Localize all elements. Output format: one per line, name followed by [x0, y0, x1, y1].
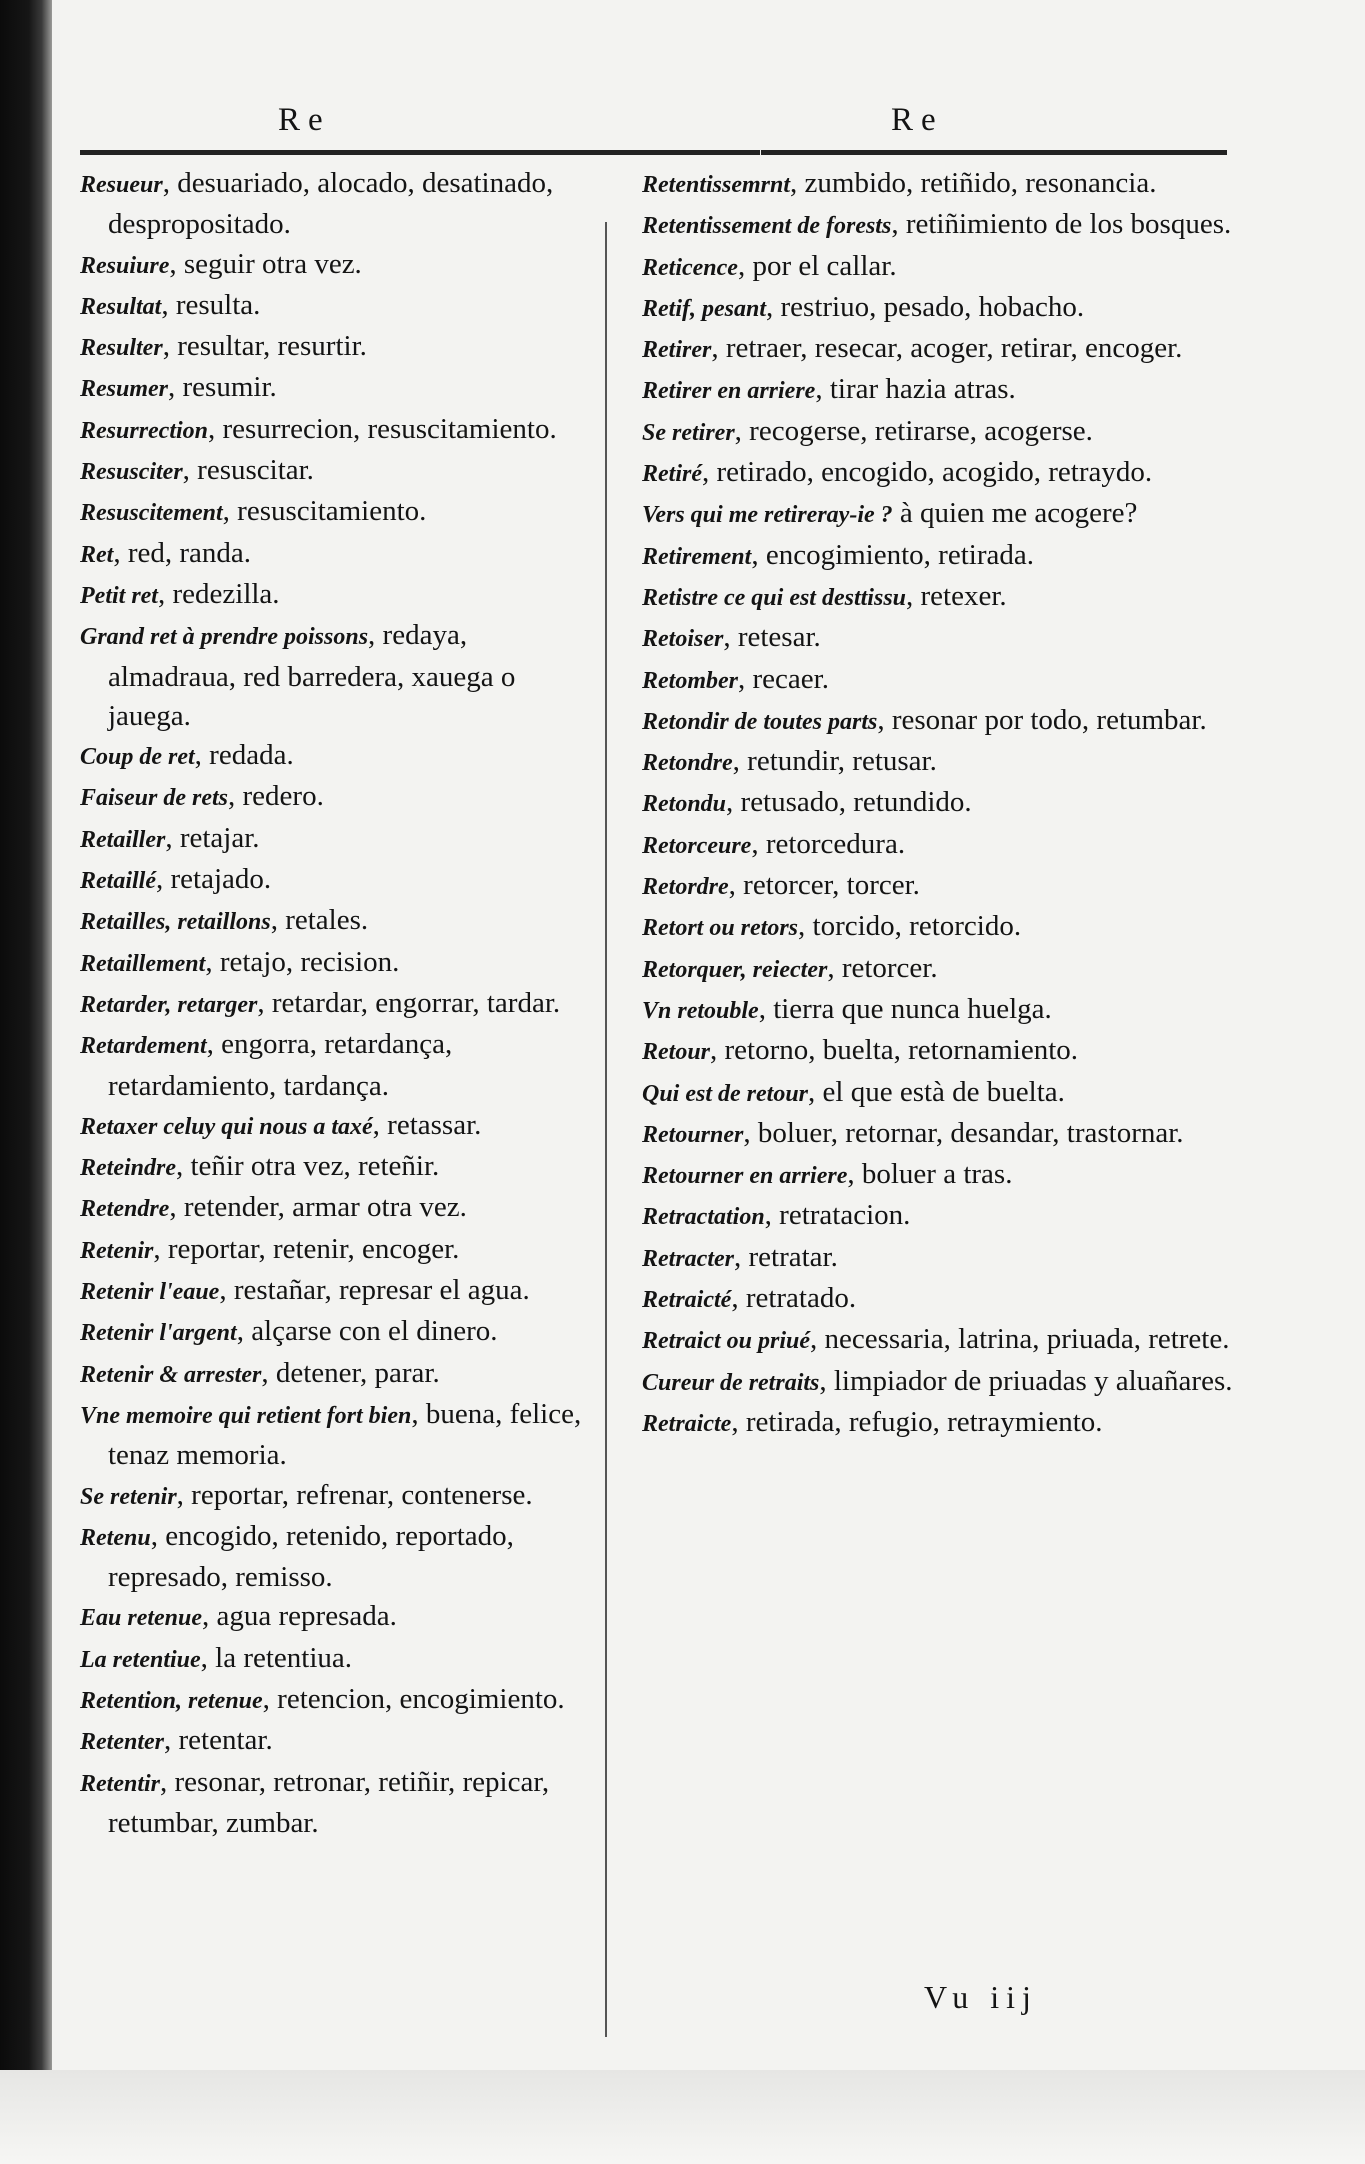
- entry-definition: , retratacion.: [764, 1199, 911, 1232]
- entry-definition: , retajo, recision.: [205, 945, 400, 978]
- dictionary-entry: [80, 410, 600, 451]
- entry-headword: Retractation: [642, 1204, 765, 1231]
- entry-definition: , la retentiua.: [200, 1641, 353, 1674]
- entry-headword: Retentissemrnt: [642, 172, 791, 198]
- dictionary-entry: [80, 1721, 600, 1762]
- entry-definition: , por el callar.: [737, 249, 897, 282]
- dictionary-entry: [642, 701, 1242, 742]
- entry-definition: , retiñimiento de los bosques.: [891, 208, 1232, 241]
- entry-headword: Retort ou retors: [642, 915, 799, 942]
- entry-headword: Retondir de toutes parts: [642, 708, 878, 735]
- dictionary-entry: [80, 1517, 600, 1598]
- entry-definition: , retorcedura.: [751, 827, 906, 860]
- dictionary-entry: [642, 1073, 1242, 1114]
- entry-definition: , resultar, resurtir.: [162, 330, 367, 363]
- entry-definition: , retraer, resecar, acoger, retirar, encoger.: [711, 332, 1183, 365]
- dictionary-entry: [80, 1395, 600, 1476]
- entry-definition: , el que està de buelta.: [808, 1075, 1065, 1108]
- entry-definition: , torcido, retorcido.: [798, 910, 1022, 943]
- entry-headword: Retourner: [642, 1121, 744, 1148]
- entry-definition: , resuscitar.: [182, 454, 314, 487]
- entry-headword: Retorceure: [642, 832, 752, 859]
- entry-definition: , retassar.: [372, 1108, 482, 1141]
- entry-definition: , retencion, encogimiento.: [262, 1682, 565, 1715]
- entry-headword: Resurrection: [80, 417, 209, 444]
- entry-headword: Vne memoire qui retient fort bien: [80, 1402, 412, 1429]
- dictionary-entry: [642, 164, 1242, 205]
- entry-headword: Retenir l'eaue: [80, 1279, 220, 1306]
- entry-definition: , reportar, retenir, encoger.: [153, 1232, 460, 1265]
- entry-definition: , resumir.: [168, 371, 277, 404]
- dictionary-entry: [642, 825, 1242, 866]
- dictionary-entry: [80, 575, 600, 616]
- dictionary-entry: [642, 1196, 1242, 1237]
- entry-definition: , redero.: [228, 780, 324, 813]
- dictionary-entry: [642, 329, 1242, 370]
- dictionary-entry: [642, 742, 1242, 783]
- entry-definition: , retardar, engorrar, tardar.: [257, 986, 561, 1019]
- dictionary-entry: [80, 1312, 600, 1353]
- scan-margin: [0, 2070, 1365, 2164]
- dictionary-entry: [80, 1680, 600, 1721]
- entry-headword: Ret: [80, 541, 114, 568]
- dictionary-entry: [80, 1476, 600, 1517]
- dictionary-entry: [642, 494, 1242, 535]
- entry-headword: Grand ret à prendre poissons: [80, 624, 369, 651]
- entry-headword: Retaillé: [80, 868, 156, 895]
- entry-definition: , retentar.: [164, 1724, 273, 1757]
- dictionary-entry: [642, 453, 1242, 494]
- entry-definition: , alçarse con el dinero.: [236, 1315, 498, 1348]
- dictionary-entry: [80, 451, 600, 492]
- entry-headword: Retenir: [80, 1237, 154, 1264]
- entry-definition: , encogido, retenido, reportado, represado, remisso.: [108, 1519, 514, 1594]
- dictionary-entry: [80, 1354, 600, 1395]
- dictionary-entry: [642, 288, 1242, 329]
- entry-headword: Resultat: [80, 293, 162, 320]
- entry-headword: Retif, pesant: [642, 295, 766, 322]
- entry-headword: Resumer: [80, 376, 169, 403]
- entry-headword: Reteindre: [80, 1155, 176, 1182]
- right-column: [642, 164, 1242, 1444]
- entry-headword: Retraict ou priué: [642, 1328, 811, 1355]
- dictionary-entry: [642, 1031, 1242, 1072]
- entry-definition: , restañar, represar el agua.: [219, 1274, 530, 1307]
- dictionary-entry: [80, 1106, 600, 1147]
- dictionary-entry: [80, 1639, 600, 1680]
- entry-headword: Retoiser: [642, 626, 724, 653]
- entry-definition: , reportar, refrenar, contenerse.: [176, 1478, 533, 1511]
- entry-definition: , retales.: [270, 904, 369, 937]
- dictionary-entry: [642, 1155, 1242, 1196]
- dictionary-entry: [80, 860, 600, 901]
- entry-headword: Retentir: [80, 1770, 161, 1797]
- entry-headword: Retention, retenue: [80, 1687, 263, 1714]
- dictionary-entry: [642, 949, 1242, 990]
- entry-headword: Coup de ret: [80, 744, 195, 771]
- dictionary-entry: [80, 327, 600, 368]
- entry-headword: Retorquer, reiecter: [642, 956, 828, 983]
- dictionary-page: [58, 62, 1298, 2062]
- dictionary-entry: [80, 1763, 600, 1844]
- entry-headword: Vn retouble: [642, 997, 759, 1024]
- entry-headword: Qui est de retour: [642, 1080, 809, 1107]
- entry-definition: , seguir otra vez.: [169, 247, 362, 280]
- entry-definition: , teñir otra vez, reteñir.: [176, 1150, 440, 1183]
- entry-headword: Se retenir: [80, 1483, 177, 1510]
- entry-headword: Retenir l'argent: [80, 1320, 237, 1347]
- entry-definition: , resurrecion, resuscitamiento.: [208, 412, 557, 445]
- entry-headword: Faiseur de rets: [80, 785, 229, 812]
- dictionary-entry: [642, 783, 1242, 824]
- entry-definition: , boluer a tras.: [847, 1158, 1013, 1191]
- entry-headword: Retracter: [642, 1245, 734, 1272]
- entry-headword: Retistre ce qui est desttissu: [642, 584, 906, 611]
- entry-headword: Retraicté: [642, 1287, 732, 1314]
- dictionary-entry: [642, 907, 1242, 948]
- entry-definition: , tirar hazia atras.: [815, 373, 1016, 406]
- entry-headword: Retiré: [642, 461, 702, 488]
- dictionary-entry: [80, 777, 600, 818]
- entry-definition: , zumbido, retiñido, resonancia.: [790, 167, 1157, 199]
- entry-headword: Retirer: [642, 337, 712, 364]
- entry-definition: , detener, parar.: [261, 1356, 440, 1389]
- entry-definition: , retorcer.: [827, 951, 938, 984]
- entry-headword: Resusciter: [80, 459, 183, 486]
- entry-definition: , engorra, retardança, retardamiento, tardança.: [108, 1028, 453, 1102]
- entry-definition: , resonar por todo, retumbar.: [877, 703, 1207, 736]
- entry-headword: Retraicte: [642, 1410, 732, 1437]
- dictionary-entry: [80, 736, 600, 777]
- entry-headword: Retondu: [642, 791, 727, 818]
- entry-headword: Retomber: [642, 667, 738, 694]
- dictionary-entry: [642, 1320, 1242, 1361]
- left-column: [80, 164, 600, 1843]
- entry-headword: Retenter: [80, 1729, 164, 1756]
- dictionary-entry: [642, 370, 1242, 411]
- dictionary-entry: [80, 1597, 600, 1638]
- entry-headword: Vers qui me retireray-ie ?: [642, 502, 893, 529]
- entry-headword: Eau retenue: [80, 1605, 203, 1632]
- dictionary-entry: [80, 943, 600, 984]
- dictionary-entry: [80, 901, 600, 942]
- entry-headword: Retenu: [80, 1524, 151, 1551]
- entry-definition: , retajado.: [155, 863, 272, 896]
- entry-definition: , redezilla.: [157, 577, 280, 610]
- header-rule-right: [761, 150, 1227, 155]
- entry-definition: , tierra que nunca huelga.: [758, 992, 1052, 1025]
- dictionary-entry: [80, 984, 600, 1025]
- entry-headword: Retondre: [642, 750, 733, 777]
- entry-definition: , retirada, refugio, retraymiento.: [731, 1405, 1103, 1438]
- entry-definition: , retexer.: [906, 579, 1007, 612]
- dictionary-entry: [642, 1279, 1242, 1320]
- entry-definition: , retajar.: [165, 821, 260, 854]
- dictionary-entry: [642, 577, 1242, 618]
- entry-headword: Retaillement: [80, 950, 206, 977]
- entry-headword: Retentissement de forests: [642, 213, 892, 240]
- entry-definition: , retender, armar otra vez.: [169, 1191, 467, 1224]
- entry-definition: , retirado, encogido, acogido, retraydo.: [702, 456, 1153, 489]
- entry-definition: , restriuo, pesado, hobacho.: [766, 290, 1085, 323]
- dictionary-entry: [642, 1403, 1242, 1444]
- entry-definition: , red, randa.: [113, 536, 252, 569]
- dictionary-entry: [642, 618, 1242, 659]
- dictionary-entry: [80, 245, 600, 286]
- dictionary-entry: [642, 205, 1242, 246]
- entry-headword: Se retirer: [642, 419, 735, 446]
- dictionary-entry: [80, 616, 600, 736]
- dictionary-entry: [80, 368, 600, 409]
- entry-headword: Retirer en arriere: [642, 378, 816, 405]
- entry-definition: , boluer, retornar, desandar, trastornar.: [743, 1116, 1184, 1149]
- entry-headword: Retordre: [642, 874, 729, 901]
- entry-headword: Retailles, retaillons: [80, 909, 271, 936]
- dictionary-entry: [642, 247, 1242, 288]
- entry-headword: Resuscitement: [80, 500, 223, 527]
- entry-definition: , necessaria, latrina, priuada, retrete.: [810, 1323, 1230, 1356]
- entry-headword: Retardement: [80, 1033, 207, 1060]
- entry-definition: , retesar.: [723, 621, 821, 654]
- dictionary-entry: [80, 164, 600, 245]
- column-divider: [605, 222, 607, 2037]
- entry-definition: , retundir, retusar.: [732, 745, 937, 778]
- entry-headword: Cureur de retraits: [642, 1369, 820, 1396]
- dictionary-entry: [642, 1238, 1242, 1279]
- dictionary-entry: [80, 492, 600, 533]
- entry-headword: Retourner en arriere: [642, 1163, 848, 1190]
- header-rule-left: [80, 150, 760, 155]
- entry-headword: La retentiue: [80, 1646, 201, 1673]
- entry-definition: , retusado, retundido.: [726, 786, 972, 819]
- entry-headword: Resueur: [80, 172, 163, 198]
- entry-definition: , limpiador de priuadas y aluañares.: [819, 1364, 1233, 1397]
- dictionary-entry: [80, 534, 600, 575]
- signature-mark: Vu iij: [924, 1979, 1038, 2015]
- entry-definition: , resulta.: [161, 288, 261, 321]
- dictionary-entry: [80, 1147, 600, 1188]
- entry-definition: , retorcer, torcer.: [728, 869, 920, 902]
- entry-definition: , resonar, retronar, retiñir, repicar, retumbar, zumbar.: [108, 1765, 550, 1839]
- running-head-right: Re: [891, 102, 944, 138]
- entry-headword: Retour: [642, 1039, 711, 1066]
- entry-headword: Resuiure: [80, 252, 170, 279]
- dictionary-entry: [80, 1230, 600, 1271]
- entry-definition: , buena, felice, tenaz memoria.: [108, 1397, 582, 1472]
- dictionary-entry: [642, 660, 1242, 701]
- entry-definition: , retorno, buelta, retornamiento.: [710, 1034, 1079, 1067]
- dictionary-entry: [642, 1114, 1242, 1155]
- entry-definition: , retratar.: [733, 1240, 838, 1273]
- entry-definition: , agua represada.: [202, 1600, 397, 1633]
- dictionary-entry: [642, 536, 1242, 577]
- dictionary-entry: [642, 990, 1242, 1031]
- entry-definition: , desuariado, alocado, desatinado, despropositado.: [108, 167, 554, 241]
- dictionary-entry: [80, 819, 600, 860]
- dictionary-entry: [80, 1025, 600, 1106]
- entry-definition: , encogimiento, retirada.: [751, 538, 1034, 571]
- entry-headword: Retenir & arrester: [80, 1361, 262, 1388]
- entry-headword: Retirement: [642, 543, 752, 570]
- entry-headword: Petit ret: [80, 582, 158, 609]
- dictionary-entry: [80, 1271, 600, 1312]
- entry-headword: Retarder, retarger: [80, 991, 258, 1018]
- dictionary-entry: [80, 1188, 600, 1229]
- dictionary-entry: [642, 1362, 1242, 1403]
- book-spine-shadow: [0, 0, 52, 2080]
- entry-headword: Reticence: [642, 254, 738, 281]
- dictionary-entry: [642, 412, 1242, 453]
- running-head-left: Re: [278, 102, 331, 138]
- entry-definition: , recaer.: [738, 662, 829, 695]
- entry-headword: Retaxer celuy qui nous a taxé: [80, 1113, 373, 1140]
- dictionary-entry: [80, 286, 600, 327]
- entry-definition: , recogerse, retirarse, acogerse.: [734, 414, 1093, 447]
- entry-definition: , redada.: [194, 739, 294, 772]
- entry-definition: , resuscitamiento.: [222, 495, 427, 528]
- entry-headword: Resulter: [80, 335, 163, 362]
- entry-headword: Retendre: [80, 1196, 170, 1223]
- entry-definition: à quien me acogere?: [892, 497, 1138, 530]
- entry-headword: Retailler: [80, 826, 166, 853]
- entry-definition: , retratado.: [731, 1282, 857, 1315]
- entry-definition: , redaya, almadraua, red barredera, xauega o jauega.: [108, 619, 516, 732]
- dictionary-entry: [642, 866, 1242, 907]
